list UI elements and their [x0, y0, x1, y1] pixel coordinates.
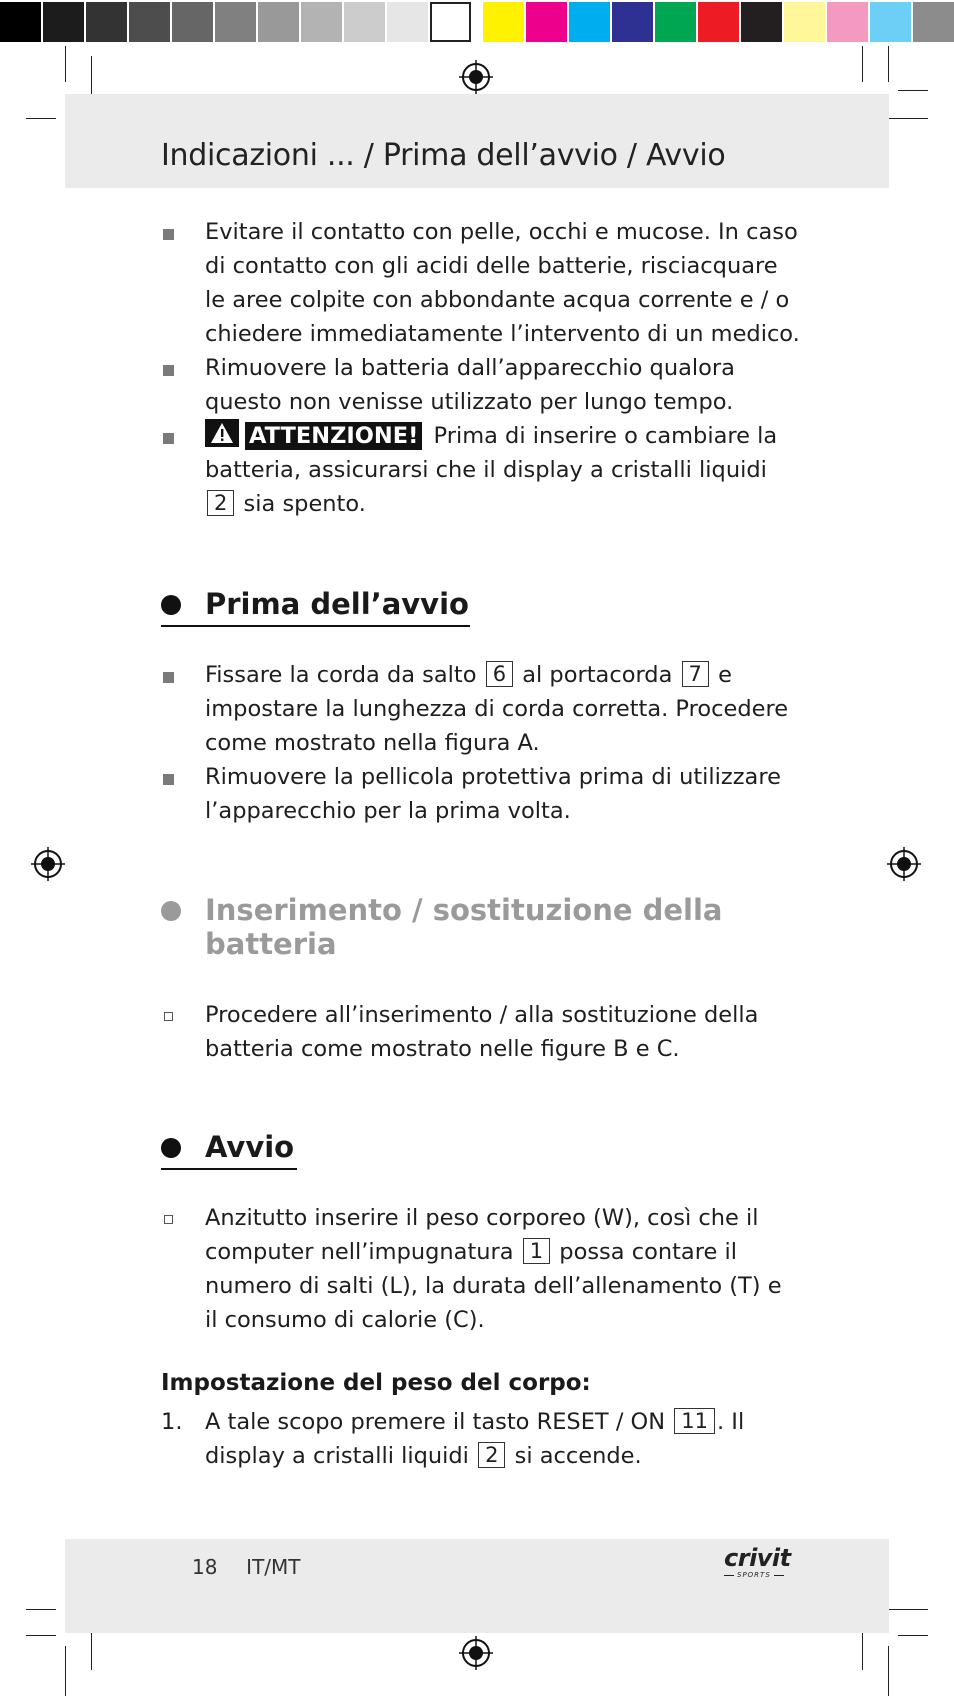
section-dot-icon: [161, 595, 181, 615]
page-title: Indicazioni ... / Prima dell’avvio / Avvio: [161, 138, 726, 173]
list-item-text: Anzitutto inserire il peso corporeo (W), così che il computer nell’impugnatura: [205, 1205, 759, 1265]
crivit-logo: [724, 1546, 791, 1579]
component-ref: 11: [674, 1408, 715, 1434]
grey-swatch: [86, 2, 127, 42]
crop-mark: [888, 46, 889, 82]
square-bullet-icon: [163, 672, 174, 683]
color-swatch: [483, 2, 524, 42]
list-item-text: Procedere all’inserimento / alla sostituzione della batteria come mostrato nelle figure B e C.: [205, 1002, 759, 1062]
open-square-bullet-icon: [164, 1012, 173, 1021]
color-swatch: [784, 2, 825, 42]
square-bullet-icon: [163, 433, 174, 444]
list-item: [161, 215, 801, 351]
step-item: [161, 1405, 801, 1473]
list-item-text: Evitare il contatto con pelle, occhi e mucose. In caso di contatto con gli acidi delle batterie, risciacquare le aree colpite con abbondante acqua corrente e / o chiedere immediatamente l’intervento di un medico.: [205, 219, 800, 347]
grey-swatch: [430, 2, 471, 42]
section-heading-avvio: [161, 1130, 321, 1170]
crop-mark: [65, 1646, 66, 1696]
section-heading-text: Inserimento / sostituzione della: [205, 893, 723, 927]
prima-list: [161, 658, 801, 828]
page-number: 18: [192, 1555, 218, 1579]
list-item: [161, 658, 801, 760]
section-heading-prima: [161, 587, 481, 627]
section-heading-text: Prima dell’avvio: [205, 587, 469, 621]
color-swatch: [870, 2, 911, 42]
list-item-text: al portacorda: [522, 662, 673, 688]
brand-name: crivit: [724, 1544, 791, 1572]
grey-swatch: [387, 2, 428, 42]
component-ref: 7: [682, 661, 709, 687]
crop-mark: [91, 1630, 92, 1670]
list-item-text: Fissare la corda da salto: [205, 662, 477, 688]
brand-sub: SPORTS: [737, 1571, 771, 1579]
square-bullet-icon: [163, 229, 174, 240]
grey-swatch: [301, 2, 342, 42]
grey-swatch: [129, 2, 170, 42]
component-ref: 2: [207, 490, 234, 516]
section-heading-batteria: [161, 893, 801, 963]
section-underline: [161, 1168, 297, 1170]
color-swatch: [698, 2, 739, 42]
crop-mark: [898, 90, 928, 91]
grey-swatch: [0, 2, 41, 42]
grey-swatch: [258, 2, 299, 42]
attention-label: ATTENZIONE!: [245, 422, 422, 450]
grey-swatch: [215, 2, 256, 42]
square-bullet-icon: [163, 365, 174, 376]
color-swatch: [569, 2, 610, 42]
list-item: [161, 419, 801, 521]
section-dot-icon: [161, 1138, 181, 1158]
color-swatch: [741, 2, 782, 42]
section-dot-icon: [161, 901, 181, 921]
list-item: [161, 1201, 801, 1337]
color-swatch: [526, 2, 567, 42]
color-calibration-bar: [0, 0, 954, 44]
list-item: [161, 351, 801, 419]
avvio-list: [161, 1201, 801, 1337]
list-item-text: possa contare il numero di salti (L), la durata dell’allenamento (T) e il consumo di calorie (C).: [205, 1239, 782, 1333]
subheading-weight: Impostazione del peso del corpo:: [161, 1370, 591, 1396]
steps-list: [161, 1405, 801, 1473]
grey-swatch: [172, 2, 213, 42]
section-underline: [161, 625, 470, 627]
registration-mark-icon: [31, 847, 65, 881]
list-item-text: sia spento.: [243, 491, 366, 517]
color-swatch: [827, 2, 868, 42]
list-item: [161, 760, 801, 828]
color-swatch: [913, 2, 954, 42]
component-ref: 6: [486, 661, 513, 687]
step-text: . Il display a cristalli liquidi: [205, 1409, 745, 1469]
crop-mark: [26, 1635, 56, 1636]
batteria-list: [161, 998, 801, 1066]
crop-mark: [65, 46, 66, 82]
list-item-text: Rimuovere la pellicola protettiva prima di utilizzare l’apparecchio per la prima volta.: [205, 764, 781, 824]
warning-list: [161, 215, 801, 521]
crop-mark: [26, 118, 56, 119]
registration-mark-icon: [887, 847, 921, 881]
crop-mark: [862, 46, 863, 82]
grey-swatch: [344, 2, 385, 42]
list-item-text: Prima di inserire o cambiare la batteria, assicurarsi che il display a cristalli liquidi: [205, 423, 778, 483]
crop-mark: [888, 1646, 889, 1696]
step-text: A tale scopo premere il tasto RESET / ON: [205, 1409, 666, 1435]
color-swatch: [612, 2, 653, 42]
component-ref: 1: [523, 1238, 550, 1264]
registration-mark-icon: [459, 60, 493, 94]
crop-mark: [26, 1609, 56, 1610]
registration-mark-icon: [459, 1636, 493, 1670]
component-ref: 2: [478, 1442, 505, 1468]
list-item-text: Rimuovere la batteria dall’apparecchio qualora questo non venisse utilizzato per lungo tempo.: [205, 355, 735, 415]
page-language: IT/MT: [246, 1555, 301, 1579]
crop-mark: [898, 1635, 928, 1636]
crop-mark: [862, 1630, 863, 1670]
open-square-bullet-icon: [164, 1215, 173, 1224]
list-item-text: e impostare la lunghezza di corda corretta. Procedere come mostrato nella figura A.: [205, 662, 789, 756]
list-item: [161, 998, 801, 1066]
step-number: 1.: [161, 1409, 183, 1435]
grey-swatch: [43, 2, 84, 42]
section-heading-text: Avvio: [205, 1130, 295, 1164]
section-heading-text: batteria: [205, 927, 337, 961]
warning-triangle-icon: [205, 419, 239, 447]
color-swatch: [655, 2, 696, 42]
square-bullet-icon: [163, 774, 174, 785]
step-text: si accende.: [514, 1443, 642, 1469]
footer-page-info: [192, 1555, 301, 1579]
